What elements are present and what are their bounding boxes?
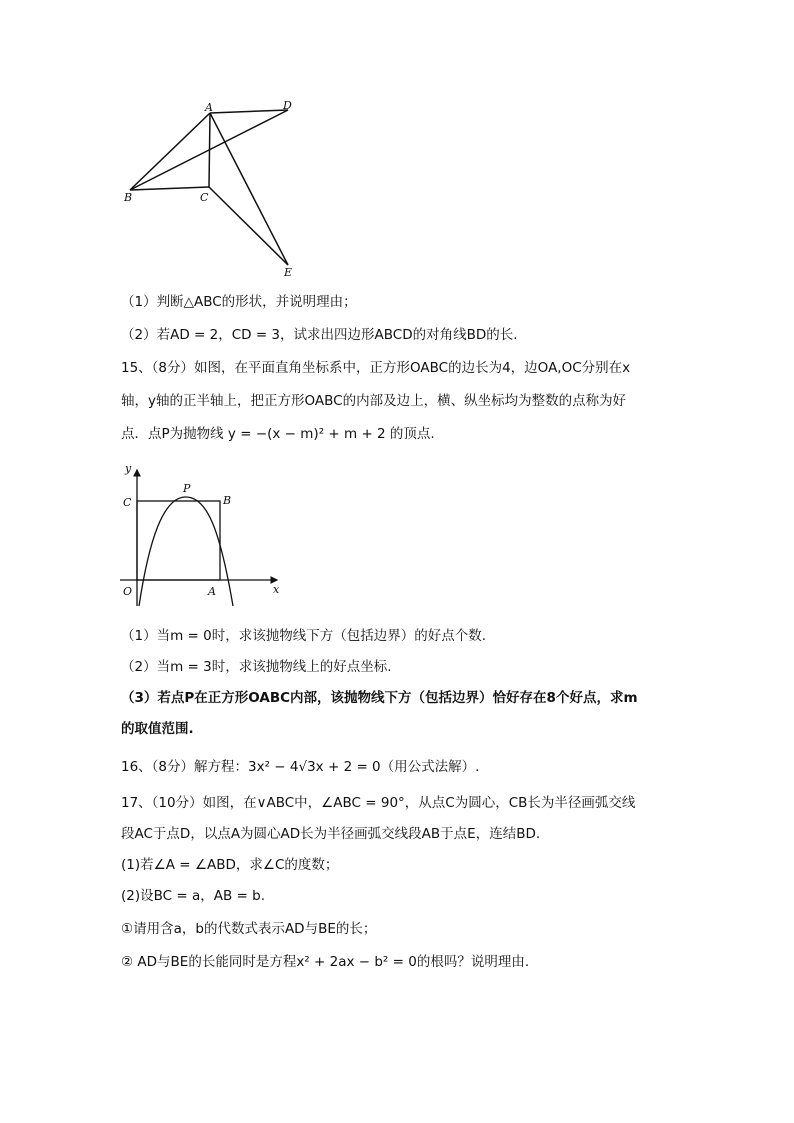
q17-sub2: ② AD与BE的长能同时是方程x² + 2ax − b² = 0的根吗？说明理由. [121,954,530,970]
q17-line1: 17、（10分）如图，在∨ABC中，∠ABC = 90°，从点C为圆心，CB长为半径画弧交线 [121,795,636,811]
label-y: y [125,462,132,475]
label-o: O [123,585,133,598]
q15-intro-line2: 轴，y轴的正半轴上，把正方形OABC的内部及边上，横、纵坐标均为整数的点称为好 [121,393,627,409]
segment-ad [210,110,288,113]
label-c: C [200,191,209,204]
parabola-curve [139,497,233,606]
segment-bc [130,187,209,190]
q16-text: 16、（8分）解方程：3x² − 4√3x + 2 = 0（用公式法解）. [121,759,480,775]
q15-intro-line3: 点．点P为抛物线 y = −(x − m)² + m + 2 的顶点. [121,426,435,442]
geometry-figure-abcde [110,95,310,280]
q15-part2: （2）当m = 3时，求该抛物线上的好点坐标. [121,659,392,675]
q17-sub1: ①请用含a，b的代数式表示AD与BE的长； [121,921,377,937]
q15-part1: （1）当m = 0时，求该抛物线下方（包括边界）的好点个数. [121,628,487,644]
segment-ac [209,113,210,187]
label-b: B [124,191,133,204]
segment-ce [209,187,288,265]
q17-line2: 段AC于点D，以点A为圆心AD长为半径画弧交线段AB于点E，连结BD. [121,826,541,842]
label-a: A [208,585,216,598]
label-x: x [273,583,280,596]
q15-part3-line1: （3）若点P在正方形OABC内部，该抛物线下方（包括边界）恰好存在8个好点，求m [121,690,638,706]
q15-intro-line1: 15、（8分）如图，在平面直角坐标系中，正方形OABC的边长为4，边OA,OC分别在x [121,360,631,376]
label-e: E [284,266,293,279]
q14-part1: （1）判断△ABC的形状，并说明理由； [121,294,357,310]
segment-ab [130,113,210,190]
q14-part2: （2）若AD = 2，CD = 3，试求出四边形ABCD的对角线BD的长. [121,327,518,343]
parabola-square-figure [115,460,285,610]
q17-part1: (1)若∠A = ∠ABD，求∠C的度数； [121,857,339,873]
label-a: A [205,101,213,114]
label-c: C [123,496,132,509]
segment-ae [210,113,288,265]
q17-part2: (2)设BC = a，AB = b. [121,888,265,904]
label-d: D [283,99,292,112]
label-b: B [223,494,232,507]
q15-part3-line2: 的取值范围. [121,721,194,737]
label-p: P [183,482,191,495]
